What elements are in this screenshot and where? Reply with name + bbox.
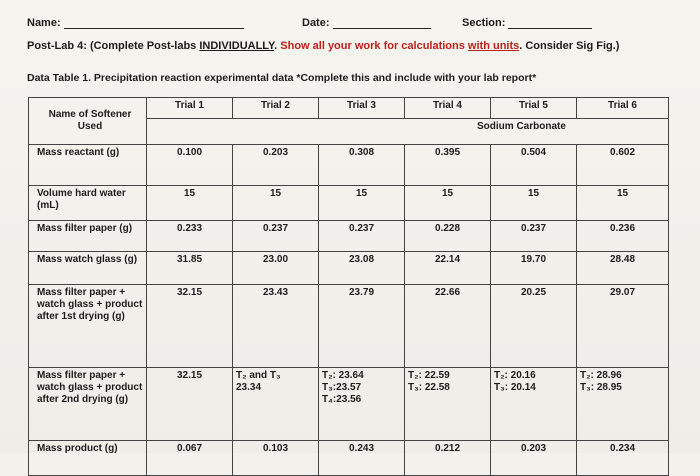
table-row — [29, 186, 669, 221]
row-label: Volume hard water (mL) — [29, 186, 147, 221]
data-cell[interactable]: 0.237 — [491, 221, 577, 252]
data-cell[interactable]: 0.234 — [577, 441, 669, 476]
row-label: Mass watch glass (g) — [29, 252, 147, 285]
instructions-individually: INDIVIDUALLY — [199, 40, 275, 52]
data-cell[interactable]: 0.067 — [147, 441, 233, 476]
data-cell[interactable]: T₂: 20.16 T₃: 20.14 — [491, 368, 577, 441]
data-cell[interactable]: 15 — [491, 186, 577, 221]
data-cell[interactable]: 31.85 — [147, 252, 233, 285]
data-cell[interactable]: 15 — [577, 186, 669, 221]
row-label: Mass product (g) — [29, 441, 147, 476]
row-label: Mass filter paper + watch glass + product after 2nd drying (g) — [29, 368, 147, 441]
data-cell[interactable]: 0.212 — [405, 441, 491, 476]
name-label: Name: — [27, 17, 61, 29]
data-cell[interactable]: 29.07 — [577, 285, 669, 368]
instructions-red-text: Show all your work for calculations — [280, 40, 468, 52]
data-cell[interactable]: 0.237 — [319, 221, 405, 252]
data-cell[interactable]: 0.233 — [147, 221, 233, 252]
instructions-with-units: with units — [467, 40, 520, 52]
table-header-row — [29, 98, 669, 119]
instructions-part3: . Consider Sig Fig.) — [519, 40, 620, 52]
row-label: Mass reactant (g) — [29, 145, 147, 186]
section-blank-line[interactable] — [508, 18, 592, 29]
row-label: Mass filter paper + watch glass + product after 1st drying (g) — [29, 285, 147, 368]
table-row — [29, 145, 669, 186]
data-cell[interactable]: 15 — [319, 186, 405, 221]
data-table-title: Data Table 1. Precipitation reaction experimental data *Complete this and include with your lab report* — [27, 72, 537, 84]
data-cell[interactable]: 0.395 — [405, 145, 491, 186]
name-blank-line[interactable] — [64, 18, 244, 29]
instructions-part2: . — [274, 40, 281, 52]
data-cell[interactable]: 0.504 — [491, 145, 577, 186]
softener-value-cell: Sodium Carbonate — [147, 119, 669, 145]
data-cell[interactable]: 23.43 — [233, 285, 319, 368]
date-blank-line[interactable] — [333, 18, 431, 29]
data-cell[interactable]: 0.203 — [491, 441, 577, 476]
data-cell[interactable]: 32.15 — [147, 368, 233, 441]
table-row — [29, 368, 669, 441]
data-cell[interactable]: 0.103 — [233, 441, 319, 476]
data-cell[interactable]: 0.228 — [405, 221, 491, 252]
trial-header: Trial 3 — [319, 98, 405, 119]
data-cell[interactable]: T₂ and T₃ 23.34 — [233, 368, 319, 441]
date-label: Date: — [302, 17, 330, 29]
table-row — [29, 221, 669, 252]
data-cell[interactable]: 0.602 — [577, 145, 669, 186]
data-cell[interactable]: 23.79 — [319, 285, 405, 368]
data-cell[interactable]: 19.70 — [491, 252, 577, 285]
data-cell[interactable]: 15 — [405, 186, 491, 221]
section-label: Section: — [462, 17, 506, 29]
row-label: Mass filter paper (g) — [29, 221, 147, 252]
data-cell[interactable]: 22.14 — [405, 252, 491, 285]
date-field-row — [302, 17, 431, 29]
trial-header: Trial 1 — [147, 98, 233, 119]
instructions-part1: Post-Lab 4: (Complete Post-labs — [27, 40, 200, 52]
trial-header: Trial 2 — [233, 98, 319, 119]
data-cell[interactable]: 0.236 — [577, 221, 669, 252]
data-cell[interactable]: 0.100 — [147, 145, 233, 186]
data-cell[interactable]: 0.237 — [233, 221, 319, 252]
table-row — [29, 441, 669, 476]
data-cell[interactable]: 23.00 — [233, 252, 319, 285]
data-cell[interactable]: T₂: 23.64 T₃:23.57 T₄:23.56 — [319, 368, 405, 441]
data-cell[interactable]: 22.66 — [405, 285, 491, 368]
data-cell[interactable]: 32.15 — [147, 285, 233, 368]
table-row — [29, 285, 669, 368]
table-row — [29, 252, 669, 285]
table-body — [29, 145, 669, 476]
data-cell[interactable]: T₂: 22.59 T₃: 22.58 — [405, 368, 491, 441]
data-cell[interactable]: 0.243 — [319, 441, 405, 476]
precipitation-data-table — [28, 97, 669, 476]
softener-label-cell: Name of Softener Used — [29, 98, 147, 145]
trial-header: Trial 5 — [491, 98, 577, 119]
section-field-row — [462, 17, 592, 29]
data-cell[interactable]: 23.08 — [319, 252, 405, 285]
data-cell[interactable]: 20.25 — [491, 285, 577, 368]
data-cell[interactable]: 0.308 — [319, 145, 405, 186]
data-cell[interactable]: T₂: 28.96 T₃: 28.95 — [577, 368, 669, 441]
data-cell[interactable]: 15 — [147, 186, 233, 221]
data-cell[interactable]: 15 — [233, 186, 319, 221]
post-lab-instructions — [27, 40, 619, 52]
trial-header: Trial 4 — [405, 98, 491, 119]
data-cell[interactable]: 0.203 — [233, 145, 319, 186]
trial-header: Trial 6 — [577, 98, 669, 119]
data-cell[interactable]: 28.48 — [577, 252, 669, 285]
name-field-row — [27, 17, 244, 29]
